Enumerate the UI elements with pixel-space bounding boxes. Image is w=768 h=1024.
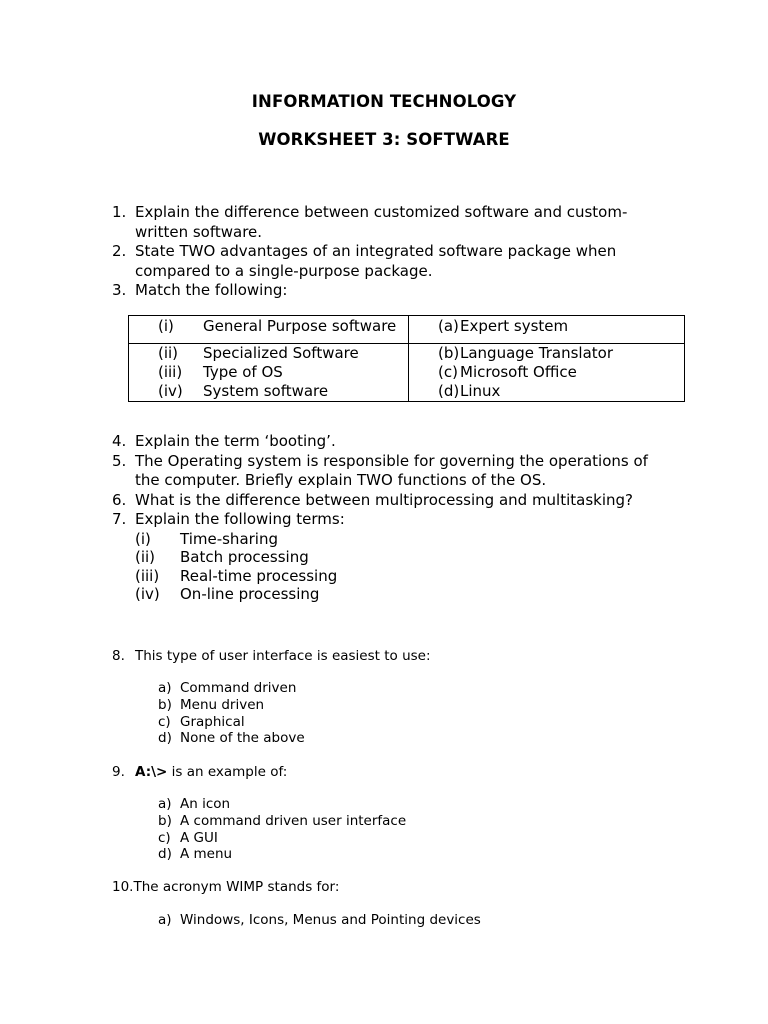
page-title: INFORMATION TECHNOLOGY <box>251 92 517 111</box>
table-cell-left <box>129 344 409 364</box>
question-8-options <box>158 680 305 747</box>
question-item <box>112 452 657 491</box>
question-9-options <box>158 796 406 863</box>
question-8 <box>112 648 431 664</box>
question-text: The acronym WIMP stands for: <box>133 879 340 895</box>
option-letter: d) <box>158 846 172 863</box>
list-item <box>135 567 657 586</box>
option-letter: a) <box>158 796 172 812</box>
row-letter: (a) <box>438 317 459 335</box>
option-item <box>158 714 305 731</box>
right-term: Microsoft Office <box>460 363 577 381</box>
question-text: is an example of: <box>167 764 288 780</box>
option-item <box>158 796 406 813</box>
right-term: Linux <box>460 382 501 400</box>
option-text: Graphical <box>180 713 245 730</box>
list-item <box>135 530 657 549</box>
question-text: Match the following: <box>135 281 288 299</box>
option-letter: c) <box>158 713 171 730</box>
option-text: Command driven <box>180 680 297 696</box>
option-item <box>158 730 305 747</box>
question-item <box>112 242 657 281</box>
question-text: Explain the difference between customized software and custom-written software. <box>135 203 628 241</box>
option-text: Windows, Icons, Menus and Pointing devices <box>180 912 481 928</box>
question-list-2 <box>112 432 657 604</box>
table-cell-right <box>409 363 685 382</box>
left-term: General Purpose software <box>203 317 397 335</box>
list-item <box>135 585 657 604</box>
match-table <box>128 315 685 402</box>
option-letter: b) <box>158 812 172 829</box>
question-10 <box>112 879 339 895</box>
option-text: None of the above <box>180 730 305 747</box>
option-text: A command driven user interface <box>180 812 407 829</box>
question-number: 9. <box>112 764 125 780</box>
question-item <box>112 432 657 452</box>
row-numeral: (iii) <box>158 363 183 381</box>
table-cell-right <box>409 344 685 364</box>
row-letter: (c) <box>438 363 458 381</box>
question-number: 6. <box>112 490 127 509</box>
table-cell-left <box>129 382 409 402</box>
question-text: The Operating system is responsible for governing the operations of the computer. Briefly explain TWO functions of the OS. <box>135 451 648 489</box>
table-row <box>129 363 685 382</box>
left-term: System software <box>203 382 329 400</box>
row-numeral: (ii) <box>158 344 179 362</box>
left-term: Type of OS <box>203 363 283 381</box>
term-numeral: (iii) <box>135 566 160 585</box>
question-number: 5. <box>112 451 127 470</box>
question-number: 10. <box>112 879 134 895</box>
question-number: 7. <box>112 510 127 528</box>
option-item <box>158 697 305 714</box>
question-text: This type of user interface is easiest to use: <box>135 648 431 664</box>
term-text: Batch processing <box>180 548 309 566</box>
question-list-1 <box>112 203 657 301</box>
option-letter: c) <box>158 829 171 846</box>
table-row <box>129 344 685 364</box>
question-number: 4. <box>112 432 127 450</box>
option-item <box>158 912 481 929</box>
question-text: What is the difference between multiprocessing and multitasking? <box>135 490 634 509</box>
option-item <box>158 680 305 697</box>
question-item <box>112 491 657 511</box>
option-letter: b) <box>158 696 172 713</box>
option-letter: a) <box>158 912 172 928</box>
table-cell-right <box>409 382 685 402</box>
option-letter: a) <box>158 680 172 696</box>
option-text: Menu driven <box>180 696 265 713</box>
row-numeral: (i) <box>158 317 174 335</box>
question-number: 8. <box>112 648 125 664</box>
right-term: Language Translator <box>460 344 614 362</box>
option-item <box>158 813 406 830</box>
worksheet-subtitle: WORKSHEET 3: SOFTWARE <box>258 130 510 149</box>
table-cell-right <box>409 316 685 344</box>
table-cell-left <box>129 363 409 382</box>
term-text: Time-sharing <box>180 529 278 548</box>
option-text: A GUI <box>180 829 218 846</box>
right-term: Expert system <box>460 317 569 335</box>
table-row <box>129 316 685 344</box>
term-numeral: (ii) <box>135 548 156 566</box>
option-text: A menu <box>180 846 233 863</box>
question-text: Explain the following terms: <box>135 510 345 528</box>
prompt-example: A:\> <box>135 764 168 780</box>
row-letter: (d) <box>438 382 460 400</box>
question-item <box>112 281 657 301</box>
option-item <box>158 830 406 847</box>
left-term: Specialized Software <box>203 344 359 362</box>
option-letter: d) <box>158 730 172 747</box>
term-numeral: (iv) <box>135 585 160 603</box>
table-cell-left <box>129 316 409 344</box>
term-text: On-line processing <box>180 585 320 603</box>
question-number: 1. <box>112 203 127 221</box>
terms-list <box>135 530 657 604</box>
question-9 <box>112 764 287 780</box>
row-numeral: (iv) <box>158 382 183 400</box>
term-text: Real-time processing <box>180 566 338 585</box>
question-10-options <box>158 912 481 929</box>
question-text: State TWO advantages of an integrated software package when compared to a single-purpose package. <box>135 242 617 280</box>
question-number: 3. <box>112 281 127 299</box>
question-text: Explain the term ‘booting’. <box>135 432 336 450</box>
question-item <box>112 203 657 242</box>
row-letter: (b) <box>438 344 460 362</box>
table-row <box>129 382 685 402</box>
question-number: 2. <box>112 242 127 260</box>
question-item <box>112 510 657 604</box>
list-item <box>135 548 657 567</box>
option-item <box>158 846 406 863</box>
term-numeral: (i) <box>135 529 151 548</box>
option-text: An icon <box>180 796 231 812</box>
